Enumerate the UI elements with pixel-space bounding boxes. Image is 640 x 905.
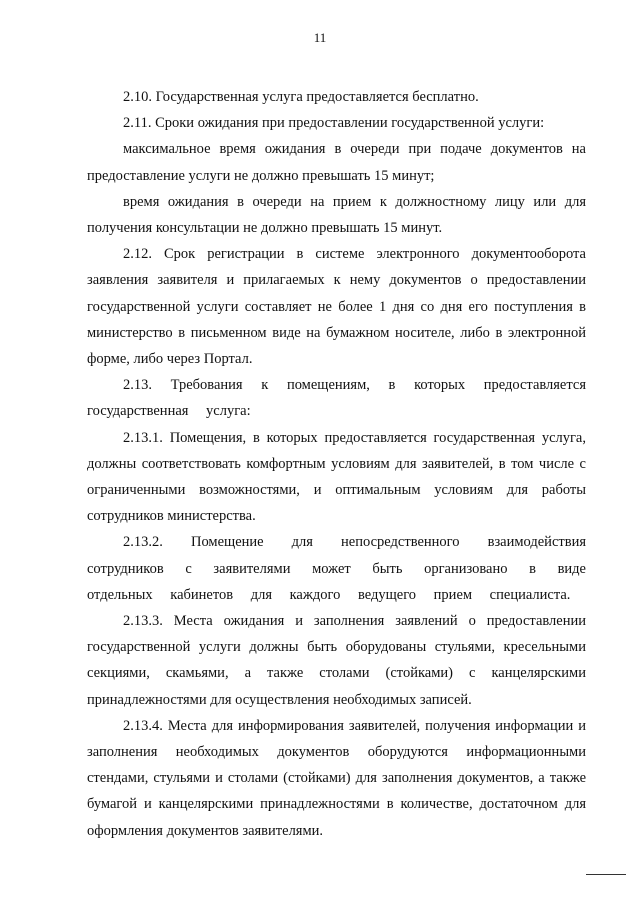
- paragraph-2-13-3: 2.13.3. Места ожидания и заполнения заявлений о предоставлении государственной услуги должны быть оборудованы стульями, кресельными секциями, скамьями, а также столами (стойками) с канцелярскими принадлежностями для осуществления необходимых записей.: [87, 613, 586, 708]
- paragraph-2-10: 2.10. Государственная услуга предоставляется бесплатно.: [123, 89, 479, 105]
- document-body: [87, 84, 586, 844]
- page-corner-mark: [586, 874, 626, 875]
- page-number: 11: [313, 30, 327, 45]
- paragraph-2-13-1: 2.13.1. Помещения, в которых предоставляется государственная услуга, должны соответствовать комфортным условиям для заявителей, в том числе с ограниченными возможностями, и оптимальным условиям для работы сотрудников министерства.: [87, 429, 586, 525]
- paragraph-2-13: 2.13. Требования к помещениям, в которых предоставляется государственная услуга:: [87, 377, 586, 420]
- paragraph-wait-consultation: время ожидания в очереди на прием к должностному лицу или для получения консультации не должно превышать 15 минут.: [87, 193, 586, 237]
- paragraph-2-11: 2.11. Сроки ожидания при предоставлении государственной услуги:: [123, 115, 545, 132]
- paragraph-max-wait-submission: максимальное время ожидания в очереди при подаче документов на предоставление услуги не должно превышать 15 минут;: [87, 141, 586, 184]
- paragraph-2-12: 2.12. Срок регистрации в системе электронного документооборота заявления заявителя и прилагаемых к нему документов о предоставлении государственной услуги составляет не более 1 дня со дня его поступления в министерство в письменном виде на бумажном носителе, либо в электронной форме, либо через Портал.: [87, 246, 586, 368]
- paragraph-2-13-2: 2.13.2. Помещение для непосредственного взаимодействия сотрудников с заявителями может быть организовано в виде отдельных кабинетов для каждого ведущего прием специалиста.: [87, 534, 586, 603]
- paragraph-2-13-4: 2.13.4. Места для информирования заявителей, получения информации и заполнения необходимых документов оборудуются информационными стендами, стульями и столами (стойками) для заполнения документов, а также бумагой и канцелярскими принадлежностями в количестве, достаточном для оформления документов заявителями.: [87, 717, 586, 839]
